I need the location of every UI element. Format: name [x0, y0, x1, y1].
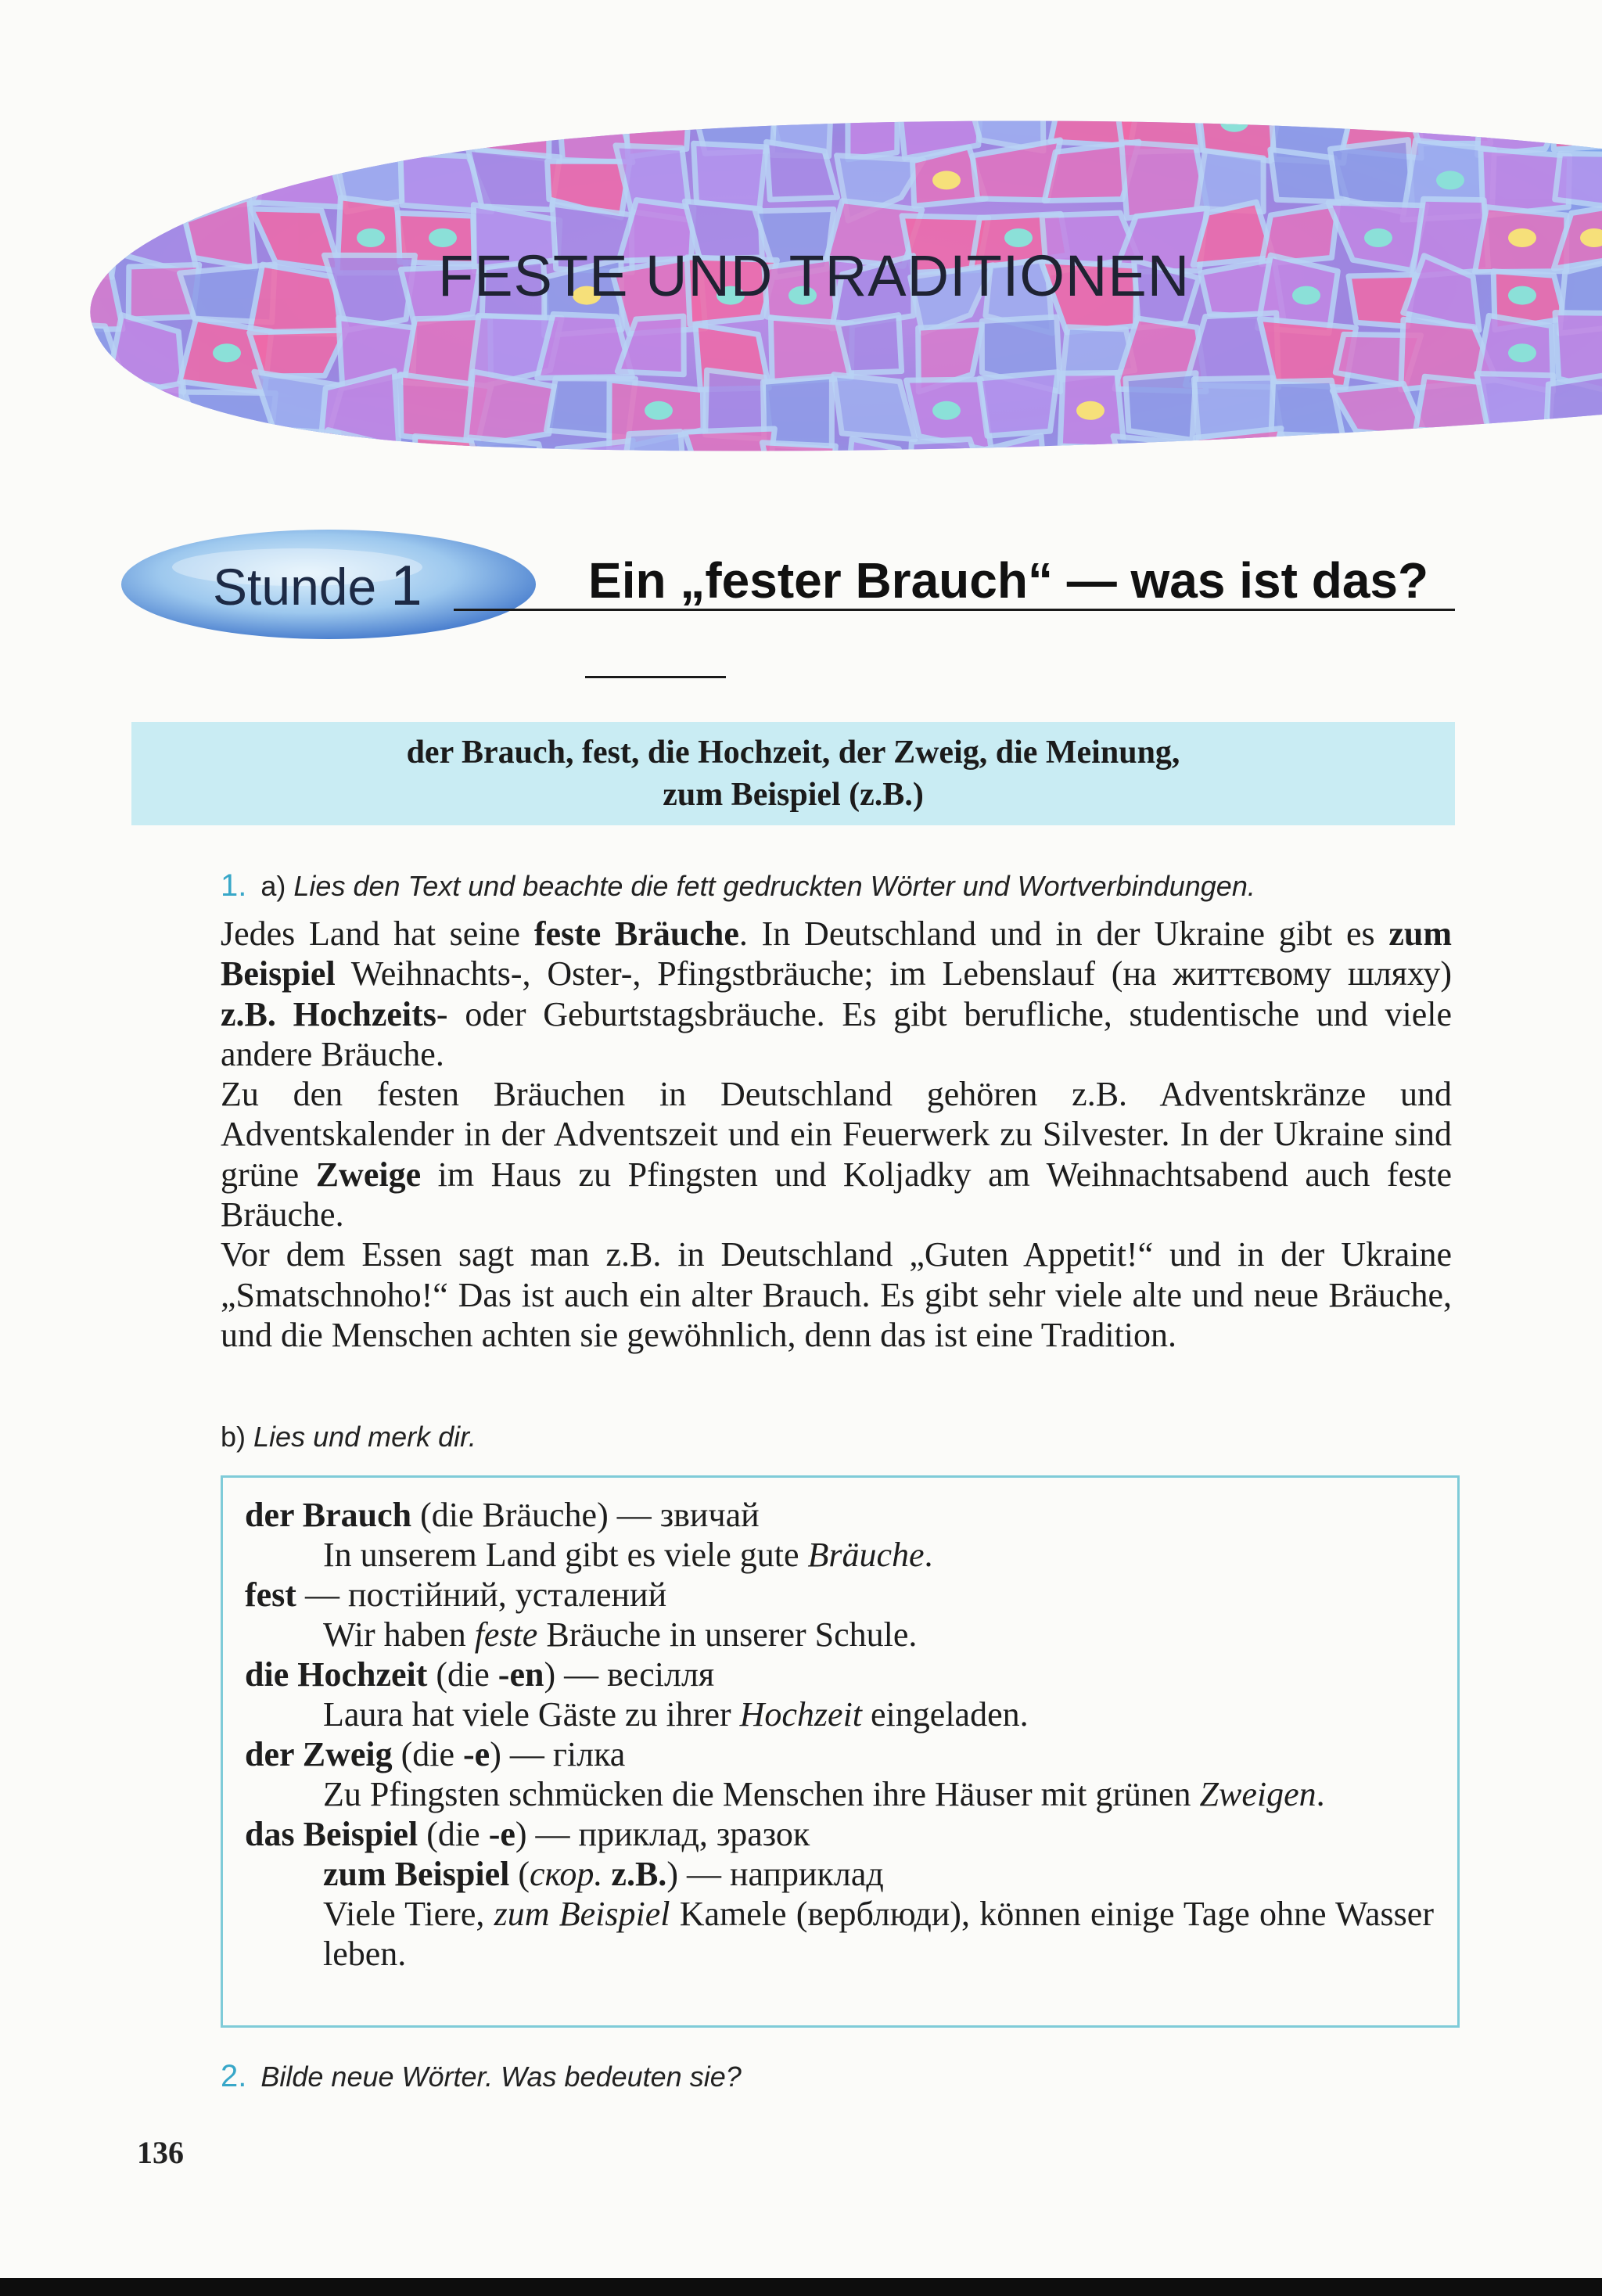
task-2 — [221, 2059, 742, 2094]
part-label: b) — [221, 1421, 246, 1453]
vocabulary-box — [221, 1475, 1460, 2028]
vocabulary-line-1: der Brauch, fest, die Hochzeit, der Zweig, die Meinung, — [406, 735, 1180, 771]
vocab-entry: der Brauch (die Bräuche) — звичай In unserem Land gibt es viele gute Bräuche. — [245, 1496, 933, 1574]
bold-term: Zweige — [315, 1155, 422, 1194]
vocab-entry: das Beispiel (die -e) — приклад, зразок zum Beispiel (скор. z.B.) — наприклад Viele Tiere, zum Beispiel Kamele (верблюди), können einige Tage ohne Wasser leben. — [245, 1815, 1434, 1973]
task-instruction: Lies den Text und beachte die fett gedruckten Wörter und Wortverbindungen. — [293, 870, 1255, 902]
text-paragraph-2: Zu den festen Bräuchen in Deutschland gehören z.B. Adventskränze und Adventskalender in der Adventszeit und ein Feuerwerk zu Silvester. In der Ukraine sind grüne Zweige im Haus zu Pfingsten und Koljadky am Weihnachtsabend auch feste Bräuche. — [221, 1075, 1452, 1234]
vocab-entry: der Zweig (die -e) — гілка Zu Pfingsten schmücken die Menschen ihre Häuser mit grünen Zweigen. — [245, 1735, 1325, 1813]
bottom-edge — [0, 2278, 1602, 2296]
lesson-label-text: Stunde — [213, 558, 377, 616]
vocab-entry: fest — постійний, усталений Wir haben feste Bräuche in unserer Schule. — [245, 1576, 918, 1654]
text-paragraph-3: Vor dem Essen sagt man z.B. in Deutschland „Guten Appetit!“ und in der Ukraine „Smatschnoho!“ Das ist auch ein alter Brauch. Es gibt sehr viele alte und neue Bräuche, und die Menschen achten sie gewöhnlich, denn das ist eine Tradition. — [221, 1235, 1452, 1354]
vocab-entry: die Hochzeit (die -en) — весілля Laura hat viele Gäste zu ihrer Hochzeit eingeladen. — [245, 1655, 1029, 1734]
vocabulary-band — [131, 722, 1455, 825]
lesson-title: Ein „fester Brauch“ — was ist das? — [588, 552, 1429, 609]
vocabulary-line-2: zum Beispiel (z.B.) — [663, 777, 924, 813]
bold-term: z.B. Hochzeits — [221, 994, 436, 1033]
task-1b — [221, 1421, 476, 1453]
reading-text — [221, 914, 1452, 1355]
part-label: a) — [260, 870, 286, 902]
heading-underline-2 — [585, 676, 726, 678]
lesson-label — [213, 554, 422, 618]
task-instruction: Lies und merk dir. — [253, 1421, 476, 1453]
bold-term: feste Bräuche — [533, 914, 739, 953]
chapter-title: FESTE UND TRADITIONEN — [438, 243, 1191, 308]
task-number: 2. — [221, 2059, 247, 2093]
text-paragraph-1: Jedes Land hat seine feste Bräuche. In Deutschland und in der Ukraine gibt es zum Beispiel Weihnachts-, Oster-, Pfingstbräuche; im Lebenslauf (на життєвому шляху) z.B. Hochzeits- oder Geburtstagsbräuche. Es gibt berufliche, studentische und viele andere Bräuche. — [221, 914, 1452, 1073]
task-1a — [221, 868, 1255, 904]
task-number: 1. — [221, 868, 247, 903]
lesson-number: 1 — [390, 555, 422, 617]
bold-term: zum Beispiel — [221, 914, 1452, 993]
task-instruction: Bilde neue Wörter. Was bedeuten sie? — [260, 2061, 742, 2093]
page-number: 136 — [137, 2135, 184, 2170]
